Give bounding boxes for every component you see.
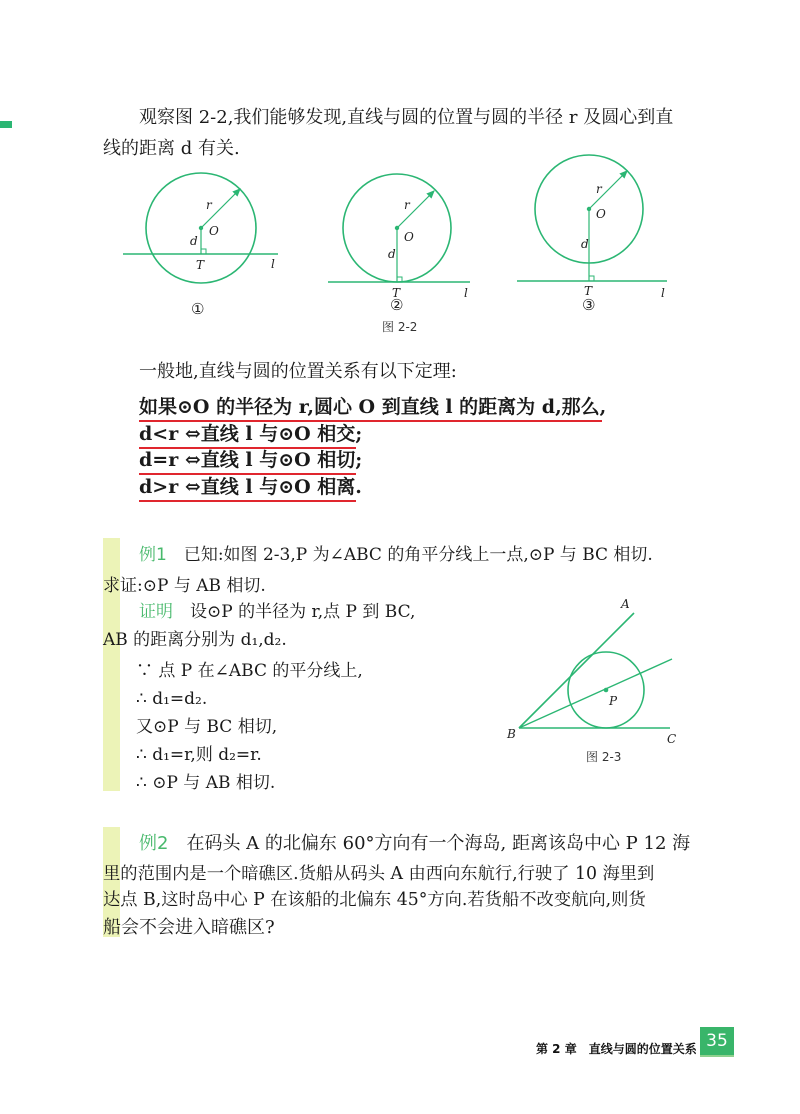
fig2-label-O: O: [404, 230, 414, 244]
fig3-label-r: r: [596, 182, 602, 196]
fig2-label-T: T: [392, 286, 401, 300]
example-1-proof-2: AB 的距离分别为 d₁,d₂.: [103, 630, 287, 650]
example-2-line-4: 船会不会进入暗礁区?: [103, 917, 275, 938]
fig3-label-l: l: [661, 286, 665, 300]
ray-BA: [519, 613, 634, 728]
theorem-line-1: 如果⊙O 的半径为 r,圆心 O 到直线 l 的距离为 d,那么,: [139, 396, 607, 418]
fig1-label-O: O: [209, 224, 219, 238]
theorem-intro: 一般地,直线与圆的位置关系有以下定理:: [139, 361, 457, 382]
proof-step-3: 又⊙P 与 BC 相切,: [136, 717, 278, 737]
fig23-label-A: A: [621, 597, 630, 611]
theorem-line-2: d<r ⇔直线 l 与⊙O 相交;: [139, 423, 363, 445]
sub-label-1: ①: [191, 300, 205, 318]
fig2-label-d: d: [388, 247, 396, 261]
example-1-line-2: 求证:⊙P 与 AB 相切.: [103, 576, 266, 596]
intro-line-1: 观察图 2-2,我们能够发现,直线与圆的位置与圆的半径 r 及圆心到直: [139, 107, 674, 128]
fig23-label-P: P: [609, 694, 618, 708]
fig1-label-T: T: [196, 258, 205, 272]
fig23-label-C: C: [667, 732, 677, 746]
example-2-line-1: 例2 在码头 A 的北偏东 60°方向有一个海岛, 距离该岛中心 P 12 海: [139, 833, 691, 854]
page-number: 35: [700, 1027, 734, 1055]
chapter-footer: 第 2 章 直线与圆的位置关系: [536, 1042, 697, 1056]
sub-label-3: ③: [582, 296, 596, 314]
fig1-label-r: r: [206, 198, 212, 212]
fig2-label-r: r: [404, 198, 410, 212]
example-1-line-1: 例1 已知:如图 2-3,P 为∠ABC 的角平分线上一点,⊙P 与 BC 相切.: [139, 545, 653, 565]
fig2-label-l: l: [464, 286, 468, 300]
proof-step-2: ∴ d₁=d₂.: [136, 689, 208, 709]
proof-step-4: ∴ d₁=r,则 d₂=r.: [136, 745, 262, 765]
page-number-bar: [700, 1055, 734, 1057]
theorem-line-3: d=r ⇔直线 l 与⊙O 相切;: [139, 449, 363, 471]
fig3-label-d: d: [581, 237, 589, 251]
theorem-line-4: d>r ⇔直线 l 与⊙O 相离.: [139, 476, 362, 498]
fig3-label-O: O: [596, 207, 606, 221]
example-1-proof-1: 证明 设⊙P 的半径为 r,点 P 到 BC,: [139, 602, 416, 622]
point-P: [604, 688, 609, 693]
fig1-label-d: d: [190, 234, 198, 248]
example-2-line-2: 里的范围内是一个暗礁区.货船从码头 A 由西向东航行,行驶了 10 海里到: [103, 864, 655, 884]
figure-2-3-caption: 图 2-3: [586, 750, 622, 764]
angle-bisector: [519, 659, 672, 728]
sub-label-2: ②: [390, 296, 404, 314]
figure-2-2-caption: 图 2-2: [382, 320, 418, 334]
example-2-line-3: 达点 B,这时岛中心 P 在该船的北偏东 45°方向.若货船不改变航向,则货: [103, 890, 646, 910]
proof-step-1: ∵ 点 P 在∠ABC 的平分线上,: [136, 661, 363, 681]
fig23-label-B: B: [507, 727, 516, 741]
intro-line-2: 线的距离 d 有关.: [103, 138, 240, 159]
fig3-label-T: T: [584, 284, 593, 298]
fig1-label-l: l: [271, 257, 275, 271]
proof-step-5: ∴ ⊙P 与 AB 相切.: [136, 773, 276, 793]
